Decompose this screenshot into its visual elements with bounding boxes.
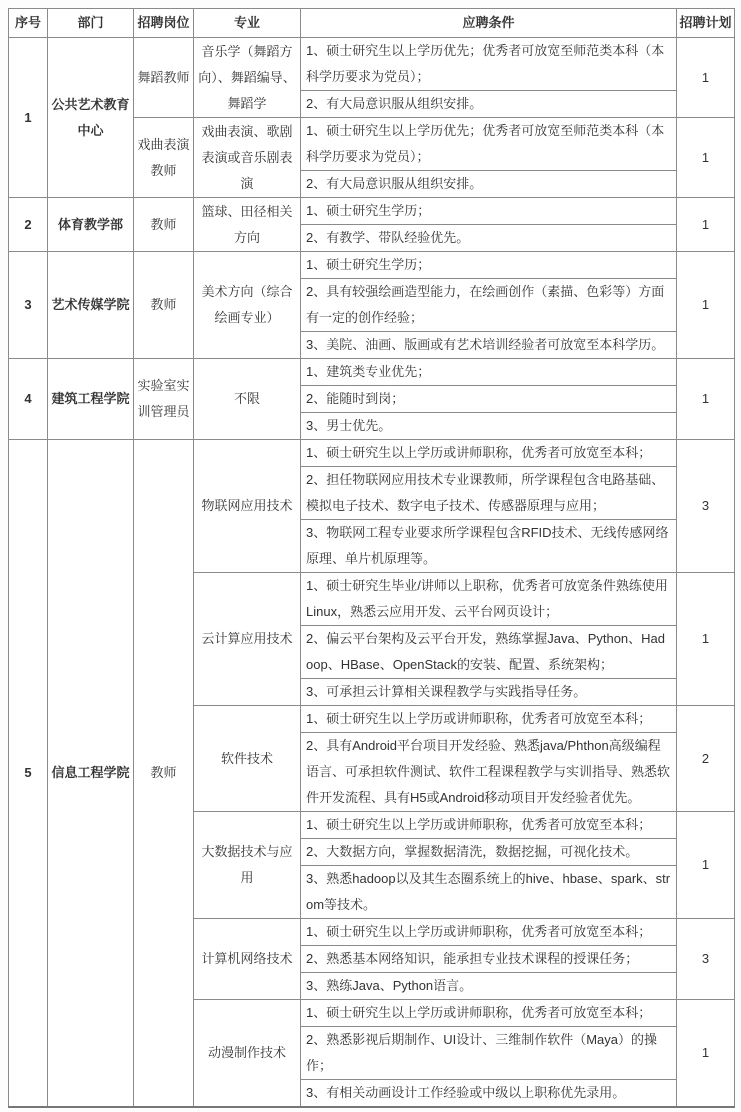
table-row xyxy=(9,38,735,91)
condition-cell: 1、硕士研究生以上学历或讲师职称，优秀者可放宽至本科； xyxy=(301,706,677,733)
condition-cell: 2、偏云平台架构及云平台开发，熟练掌握Java、Python、Hadoop、HBase、OpenStack的安装、配置、系统架构； xyxy=(301,626,677,679)
department-cell: 艺术传媒学院 xyxy=(48,252,134,359)
count-cell: 1 xyxy=(677,252,735,359)
condition-cell: 3、有相关动画设计工作经验或中级以上职称优先录用。 xyxy=(301,1080,677,1108)
condition-cell: 2、担任物联网应用技术专业课教师，所学课程包含电路基础、模拟电子技术、数字电子技术、传感器原理与应用； xyxy=(301,467,677,520)
row-number: 3 xyxy=(9,252,48,359)
row-number: 5 xyxy=(9,440,48,1108)
condition-cell: 1、硕士研究生学历； xyxy=(301,198,677,225)
condition-cell: 1、建筑类专业优先； xyxy=(301,359,677,386)
major-cell: 动漫制作技术 xyxy=(194,1000,301,1108)
condition-cell: 3、美院、油画、版画或有艺术培训经验者可放宽至本科学历。 xyxy=(301,332,677,359)
condition-cell: 1、硕士研究生学历； xyxy=(301,252,677,279)
count-cell: 3 xyxy=(677,919,735,1000)
count-cell: 1 xyxy=(677,198,735,252)
condition-cell: 1、硕士研究生以上学历或讲师职称，优秀者可放宽至本科； xyxy=(301,812,677,839)
count-cell: 3 xyxy=(677,440,735,573)
count-cell: 2 xyxy=(677,706,735,812)
condition-cell: 2、具有较强绘画造型能力，在绘画创作（素描、色彩等）方面有一定的创作经验； xyxy=(301,279,677,332)
major-cell: 大数据技术与应用 xyxy=(194,812,301,919)
condition-cell: 1、硕士研究生以上学历或讲师职称，优秀者可放宽至本科； xyxy=(301,919,677,946)
major-cell: 不限 xyxy=(194,359,301,440)
major-cell: 戏曲表演、歌剧表演或音乐剧表演 xyxy=(194,118,301,198)
count-cell: 1 xyxy=(677,1000,735,1108)
table-row xyxy=(9,198,735,225)
condition-cell: 3、男士优先。 xyxy=(301,413,677,440)
department-cell: 体育教学部 xyxy=(48,198,134,252)
department-cell: 建筑工程学院 xyxy=(48,359,134,440)
position-cell: 戏曲表演教师 xyxy=(134,118,194,198)
condition-cell: 2、大数据方向，掌握数据清洗，数据挖掘，可视化技术。 xyxy=(301,839,677,866)
major-cell: 计算机网络技术 xyxy=(194,919,301,1000)
position-cell: 教师 xyxy=(134,198,194,252)
row-number: 4 xyxy=(9,359,48,440)
condition-cell: 1、硕士研究生毕业/讲师以上职称，优秀者可放宽条件熟练使用Linux，熟悉云应用开发、云平台网页设计； xyxy=(301,573,677,626)
row-number: 2 xyxy=(9,198,48,252)
condition-cell: 3、熟悉hadoop以及其生态圈系统上的hive、hbase、spark、strom等技术。 xyxy=(301,866,677,919)
major-cell: 云计算应用技术 xyxy=(194,573,301,706)
position-cell: 教师 xyxy=(134,252,194,359)
condition-cell: 3、物联网工程专业要求所学课程包含RFID技术、无线传感网络原理、单片机原理等。 xyxy=(301,520,677,573)
major-cell: 物联网应用技术 xyxy=(194,440,301,573)
condition-cell: 1、硕士研究生以上学历优先；优秀者可放宽至师范类本科（本科学历要求为党员）； xyxy=(301,38,677,91)
position-cell: 教师 xyxy=(134,440,194,1108)
condition-cell: 3、熟练Java、Python语言。 xyxy=(301,973,677,1000)
position-cell: 舞蹈教师 xyxy=(134,38,194,118)
department-cell: 公共艺术教育中心 xyxy=(48,38,134,198)
major-cell: 音乐学（舞蹈方向）、舞蹈编导、舞蹈学 xyxy=(194,38,301,118)
count-cell: 1 xyxy=(677,359,735,440)
header-department: 部门 xyxy=(48,9,134,38)
condition-cell: 2、有大局意识服从组织安排。 xyxy=(301,91,677,118)
department-cell: 信息工程学院 xyxy=(48,440,134,1108)
condition-cell: 2、具有Android平台项目开发经验、熟悉java/Phthon高级编程语言、可承担软件测试、软件工程课程教学与实训指导、熟悉软件开发流程、具有H5或Android移动项目开发经验者优先。 xyxy=(301,733,677,812)
count-cell: 1 xyxy=(677,573,735,706)
position-cell: 实验室实训管理员 xyxy=(134,359,194,440)
condition-cell: 1、硕士研究生以上学历优先；优秀者可放宽至师范类本科（本科学历要求为党员）； xyxy=(301,118,677,171)
header-row xyxy=(9,9,735,38)
condition-cell: 1、硕士研究生以上学历或讲师职称，优秀者可放宽至本科； xyxy=(301,1000,677,1027)
header-position: 招聘岗位 xyxy=(134,9,194,38)
header-no: 序号 xyxy=(9,9,48,38)
table-row xyxy=(9,359,735,386)
condition-cell: 2、熟悉影视后期制作、UI设计、三维制作软件（Maya）的操作； xyxy=(301,1027,677,1080)
major-cell: 篮球、田径相关方向 xyxy=(194,198,301,252)
count-cell: 1 xyxy=(677,38,735,118)
row-number: 1 xyxy=(9,38,48,198)
header-plan: 招聘计划 xyxy=(677,9,735,38)
table-row xyxy=(9,440,735,467)
header-major: 专业 xyxy=(194,9,301,38)
header-conditions: 应聘条件 xyxy=(301,9,677,38)
count-cell: 1 xyxy=(677,812,735,919)
count-cell: 1 xyxy=(677,118,735,198)
condition-cell: 2、熟悉基本网络知识，能承担专业技术课程的授课任务； xyxy=(301,946,677,973)
condition-cell: 2、有大局意识服从组织安排。 xyxy=(301,171,677,198)
major-cell: 软件技术 xyxy=(194,706,301,812)
table-row xyxy=(9,252,735,279)
condition-cell: 1、硕士研究生以上学历或讲师职称，优秀者可放宽至本科； xyxy=(301,440,677,467)
recruitment-table xyxy=(8,8,735,1108)
condition-cell: 2、能随时到岗； xyxy=(301,386,677,413)
major-cell: 美术方向（综合绘画专业） xyxy=(194,252,301,359)
condition-cell: 2、有教学、带队经验优先。 xyxy=(301,225,677,252)
condition-cell: 3、可承担云计算相关课程教学与实践指导任务。 xyxy=(301,679,677,706)
